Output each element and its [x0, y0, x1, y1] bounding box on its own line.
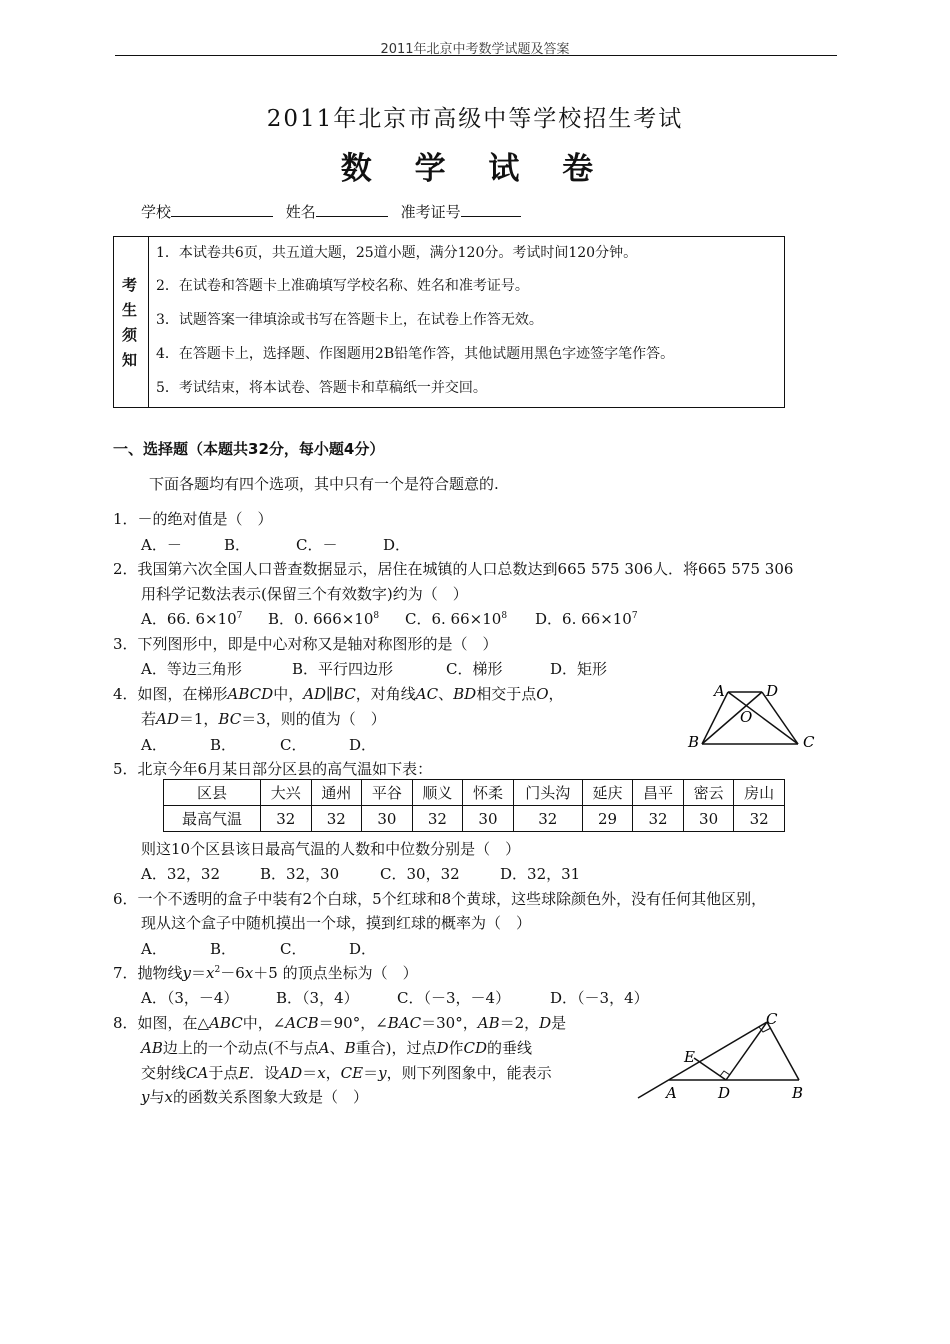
label-d: D: [718, 1084, 731, 1102]
q1-stem: 1．－的绝对值是（ ）: [113, 510, 273, 528]
table-cell: 30: [683, 806, 734, 832]
school-label: 学校: [141, 203, 172, 221]
q1-opt-d: D．: [383, 536, 411, 554]
q7-opt-c: C．（－3，－4）: [397, 989, 511, 1007]
q4-opt-a: A．: [141, 736, 167, 754]
q5-after: 则这10个区县该日最高气温的人数和中位数分别是（ ）: [141, 840, 521, 858]
q4-opt-d: D．: [349, 736, 377, 754]
table-cell: 30: [463, 806, 514, 832]
q7-opt-d: D．（－3，4）: [550, 989, 649, 1007]
q2-opt-d: D．6. $66\times 10^7$: [535, 610, 638, 628]
table-cell: 最高气温: [164, 806, 261, 832]
q3-opt-a: A．等边三角形: [141, 660, 242, 678]
segment-de: [694, 1058, 726, 1080]
id-label: 准考证号: [400, 203, 461, 221]
q3-opt-c: C．梯形: [446, 660, 503, 678]
q5-opt-d: D．32，31: [500, 865, 581, 883]
notice-char: 须: [122, 326, 138, 344]
label-b: B: [792, 1084, 804, 1102]
section-title: 一、选择题（本题共32分，每小题4分）: [113, 440, 385, 458]
q7-opt-b: B．（3，4）: [276, 989, 359, 1007]
page-header: 2011年北京中考数学试题及答案: [380, 42, 570, 57]
q5-opt-a: A．32，32: [141, 865, 221, 883]
exam-subtitle: 数 学 试 卷: [340, 151, 610, 187]
table-cell: 32: [734, 806, 785, 832]
segment-cd: [726, 1022, 767, 1080]
q6-opt-d: D．: [349, 940, 377, 958]
q4-line2: 若AD＝1，BC＝3，则的值为（ ）: [141, 710, 386, 728]
table-cell: 怀柔: [463, 780, 514, 806]
q8-triangle-figure: [634, 1010, 824, 1110]
table-cell: 大兴: [261, 780, 312, 806]
diagonal-ac: [728, 692, 798, 744]
segment-cb: [767, 1022, 799, 1080]
table-header-row: [164, 780, 785, 806]
table-cell: 32: [311, 806, 362, 832]
q2-opt-b: B．0. $666\times 10^8$: [268, 610, 380, 628]
q1-opt-a: A．－: [141, 536, 182, 554]
notice-char: 知: [122, 351, 138, 369]
q3-opt-b: B．平行四边形: [292, 660, 394, 678]
q6-line1: 6．一个不透明的盒子中装有2个白球，5个红球和8个黄球，这些球除颜色外，没有任何其他区别，: [113, 890, 767, 908]
label-c: C: [803, 733, 815, 751]
id-blank[interactable]: [461, 202, 521, 217]
q2-opt-a: A．66. $6\times 10^7$: [141, 610, 243, 628]
q1-opt-c: C．－: [296, 536, 338, 554]
notice-char: 生: [122, 301, 138, 319]
table-cell: 顺义: [412, 780, 463, 806]
diagonal-bd: [702, 692, 762, 744]
notice-item: 2．在试卷和答题卡上准确填写学校名称、姓名和准考证号。: [156, 278, 529, 294]
table-cell: 平谷: [362, 780, 413, 806]
q4-opt-b: B．: [210, 736, 237, 754]
label-b: B: [688, 733, 700, 751]
name-label: 姓名: [285, 203, 316, 221]
table-cell: 32: [513, 806, 582, 832]
q7-stem: 7．抛物线$y=x^2-6x+5$ 的顶点坐标为（ ）: [113, 964, 418, 982]
notice-box: [113, 236, 785, 408]
notice-item: 4．在答题卡上，选择题、作图题用2B铅笔作答，其他试题用黑色字迹签字笔作答。: [156, 346, 675, 362]
q5-opt-b: B．32，30: [260, 865, 340, 883]
q4-trapezoid-figure: [682, 678, 822, 753]
q4-line1: 4．如图，在梯形ABCD中，AD∥BC，对角线AC、BD相交于点O，: [113, 685, 564, 703]
q8-line1: 8．如图，在△ABC中，∠ACB＝90°，∠BAC＝30°，AB＝2，D是: [113, 1014, 567, 1032]
table-cell: 32: [633, 806, 684, 832]
q7-opt-a: A．（3，－4）: [141, 989, 239, 1007]
name-blank[interactable]: [316, 202, 388, 217]
notice-item: 1．本试卷共6页，共五道大题，25道小题，满分120分。考试时间120分钟。: [156, 245, 638, 261]
q1-opt-b: B．: [224, 536, 251, 554]
q8-line2: AB边上的一个动点(不与点A、B重合)，过点D作CD的垂线: [141, 1039, 533, 1057]
q6-opt-a: A．: [141, 940, 167, 958]
q6-line2: 现从这个盒子中随机摸出一个球，摸到红球的概率为（ ）: [141, 914, 532, 932]
header-rule: [115, 55, 837, 56]
table-cell: 门头沟: [513, 780, 582, 806]
q3-opt-d: D．矩形: [550, 660, 608, 678]
label-o: O: [740, 708, 753, 726]
q8-line4: y与x的函数关系图象大致是（ ）: [141, 1088, 368, 1106]
q6-opt-c: C．: [280, 940, 307, 958]
label-c: C: [766, 1010, 778, 1028]
table-row: [164, 806, 785, 832]
table-cell: 32: [412, 806, 463, 832]
q5-opt-c: C．30，32: [380, 865, 460, 883]
notice-char: 考: [122, 276, 138, 294]
temperature-table: [163, 779, 785, 832]
q4-opt-c: C．: [280, 736, 307, 754]
ray-ca-extended: [638, 1022, 767, 1098]
table-cell: 29: [582, 806, 633, 832]
q8-line3: 交射线CA于点E．设AD＝x，CE＝y，则下列图象中，能表示: [141, 1064, 552, 1082]
table-cell: 密云: [683, 780, 734, 806]
table-cell: 区县: [164, 780, 261, 806]
q3-stem: 3．下列图形中，即是中心对称又是轴对称图形的是（ ）: [113, 635, 498, 653]
table-cell: 延庆: [582, 780, 633, 806]
q2-line1: 2．我国第六次全国人口普查数据显示，居住在城镇的人口总数达到665 575 306人．将665 575 306: [113, 560, 794, 578]
label-a: A: [714, 682, 725, 700]
notice-label: [114, 237, 149, 407]
exam-title: 2011年北京市高级中等学校招生考试: [266, 106, 684, 132]
label-a: A: [666, 1084, 677, 1102]
table-cell: 通州: [311, 780, 362, 806]
table-cell: 昌平: [633, 780, 684, 806]
table-cell: 32: [261, 806, 312, 832]
q6-opt-b: B．: [210, 940, 237, 958]
school-blank[interactable]: [171, 202, 273, 217]
q2-opt-c: C．6. $66\times 10^8$: [405, 610, 508, 628]
table-cell: 房山: [734, 780, 785, 806]
table-cell: 30: [362, 806, 413, 832]
notice-item: 3．试题答案一律填涂或书写在答题卡上，在试卷上作答无效。: [156, 312, 543, 328]
q2-line2: 用科学记数法表示(保留三个有效数字)约为（ ）: [141, 585, 468, 603]
section-instruction: 下面各题均有四个选项，其中只有一个是符合题意的.: [149, 475, 499, 493]
label-d: D: [766, 682, 779, 700]
label-e: E: [684, 1048, 695, 1066]
q5-stem: 5．北京今年6月某日部分区县的高气温如下表：: [113, 760, 433, 778]
notice-item: 5．考试结束，将本试卷、答题卡和草稿纸一并交回。: [156, 380, 487, 396]
candidate-fields: [141, 201, 529, 222]
